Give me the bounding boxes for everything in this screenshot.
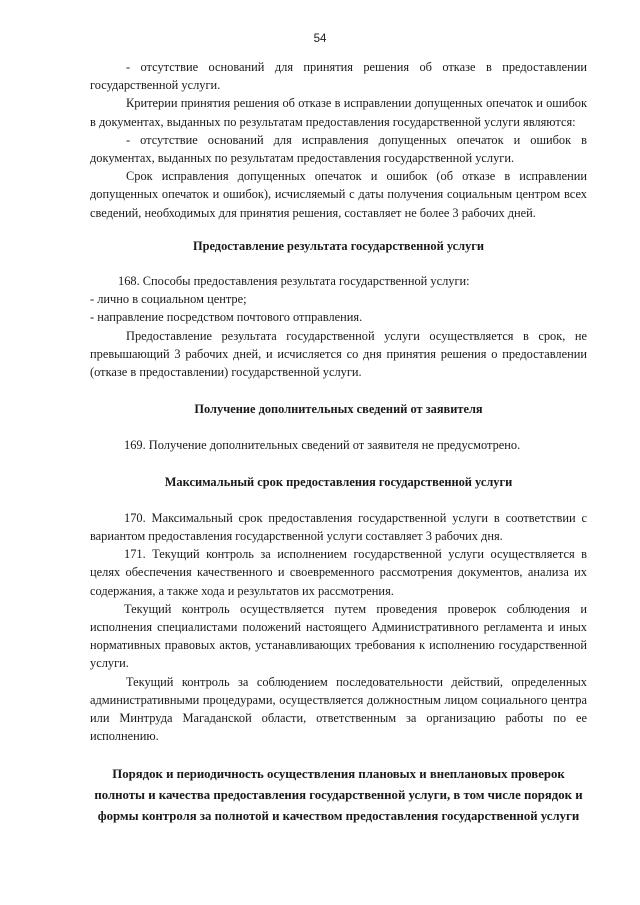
section-heading: Получение дополнительных сведений от заявителя — [194, 402, 483, 417]
paragraph: 171. Текущий контроль за исполнением государственной услуги осуществляется в целях обеспечения качественного и своевременного рассмотрения документов, анализа их содержания, а также хода и результатов их рассмотрения. — [90, 547, 587, 598]
paragraph: 170. Максимальный срок предоставления государственной услуги в соответствии с вариантом предоставления государственной услуги составляет 3 рабочих дня. — [90, 510, 587, 544]
paragraph: Текущий контроль за соблюдением последовательности действий, определенных административными процедурами, осуществляется должностным лицом социального центра или Минтруда Магаданской области, ответственным за организацию работы по ее исполнению. — [90, 674, 587, 744]
paragraph: Предоставление результата государственной услуги осуществляется в срок, не превышающий 3 рабочих дней, и исчисляется со дня принятия решения о предоставлении (отказе в предоставлении) государственной услуги. — [90, 328, 587, 380]
paragraph: Срок исправления допущенных опечаток и ошибок (об отказе в исправлении допущенных опечаток и ошибок), исчисляемый с даты получения социальным центром всех сведений, необходимых для принятия решения, составляет не более 3 рабочих дней. — [90, 169, 587, 220]
paragraph: - отсутствие оснований для исправления допущенных опечаток и ошибок в документах, выданных по результатам предоставления государственной услуги. — [90, 132, 587, 166]
list-item: - лично в социальном центре; — [90, 292, 247, 307]
section-heading: Порядок и периодичность осуществления плановых и внеплановых проверок полноты и качества предоставления государственной услуги, в том числе порядок и формы контроля за полнотой и качеством предоставления государственной услуги — [94, 766, 583, 823]
document-body — [90, 58, 587, 827]
page-number: 54 — [313, 33, 327, 45]
paragraph: 168. Способы предоставления результата государственной услуги: — [118, 274, 470, 289]
section-heading: Максимальный срок предоставления государственной услуги — [164, 474, 513, 489]
list-item: - направление посредством почтового отправления. — [90, 310, 363, 325]
paragraph: - отсутствие оснований для принятия решения об отказе в предоставлении государственной услуги. — [90, 60, 587, 93]
section-heading: Предоставление результата государственной услуги — [192, 238, 485, 253]
paragraph: Критерии принятия решения об отказе в исправлении допущенных опечаток и ошибок в документах, выданных по результатам предоставления государственной услуги являются: — [90, 96, 587, 129]
paragraph: 169. Получение дополнительных сведений от заявителя не предусмотрено. — [124, 438, 521, 453]
paragraph: Текущий контроль осуществляется путем проведения проверок соблюдения и исполнения специалистами положений настоящего Административного регламента и иных нормативных правовых актов, устанавливающих требования к исполнению государственной услуги. — [90, 601, 587, 671]
